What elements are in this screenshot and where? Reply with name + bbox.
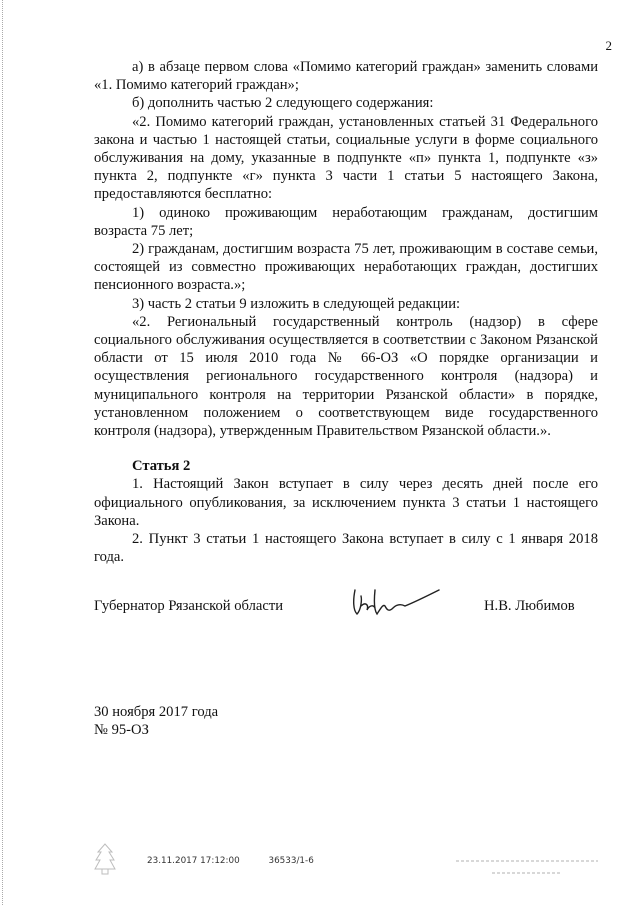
paragraph: 1) одиноко проживающим неработающим гражданам, достигшим возраста 75 лет; <box>94 204 598 239</box>
article-2-item: 1. Настоящий Закон вступает в силу через десять дней после его официального опубликования, за исключением пункта 3 статьи 1 настоящего Закона. <box>94 476 598 529</box>
scan-edge <box>2 0 4 905</box>
law-date: 30 ноября 2017 года <box>94 704 219 720</box>
signature-row <box>94 598 604 628</box>
signatory-name: Н.В. Любимов <box>484 598 575 614</box>
paragraph: а) в абзаце первом слова «Помимо категорий граждан» заменить словами «1. Помимо категорий граждан»; <box>94 59 598 94</box>
handwritten-signature <box>349 584 444 624</box>
signatory-title: Губернатор Рязанской области <box>94 598 284 614</box>
stamp-doc-code: 36533/1-6 <box>268 856 314 866</box>
emblem-mark <box>92 842 118 876</box>
law-number: № 95-ОЗ <box>94 722 149 738</box>
document-body <box>94 58 598 566</box>
registration-stamp <box>147 856 340 866</box>
article-2-item: 2. Пункт 3 статьи 1 настоящего Закона вступает в силу с 1 января 2018 года. <box>94 531 598 566</box>
paragraph: 2) гражданам, достигшим возраста 75 лет, проживающим в составе семьи, состоящей из совместно проживающих неработающих граждан, достигших пенсионного возраста.»; <box>94 241 598 294</box>
stamp-timestamp: 23.11.2017 17:12:00 <box>147 856 240 866</box>
page-number: 2 <box>605 38 612 53</box>
paragraph: «2. Помимо категорий граждан, установленных статьей 31 Федерального закона и частью 1 настоящей статьи, социальные услуги в форме социального обслуживания на дому, указанные в подпункте «п» пункта 1, подпункте «з» пункта 2, подпункте «г» пункта 3 части 1 статьи 5 настоящего Закона, предоставляются бесплатно: <box>94 113 598 203</box>
paragraph: «2. Региональный государственный контроль (надзор) в сфере социального обслуживания осуществляется в соответствии с Законом Рязанской области от 15 июля 2010 года № 66-ОЗ «О порядке организации и осуществления регионального государственного контроля (надзора) и муниципального контроля на территории Рязанской области» в порядке, установленном положением о соответствующем виде государственного контроля (надзора), утвержденным Правительством Рязанской области.». <box>94 313 598 440</box>
paragraph: 3) часть 2 статьи 9 изложить в следующей редакции: <box>132 295 461 312</box>
faded-watermark <box>452 852 602 882</box>
article-2-heading: Статья 2 <box>132 458 191 475</box>
paragraph: б) дополнить частью 2 следующего содержания: <box>132 95 434 112</box>
